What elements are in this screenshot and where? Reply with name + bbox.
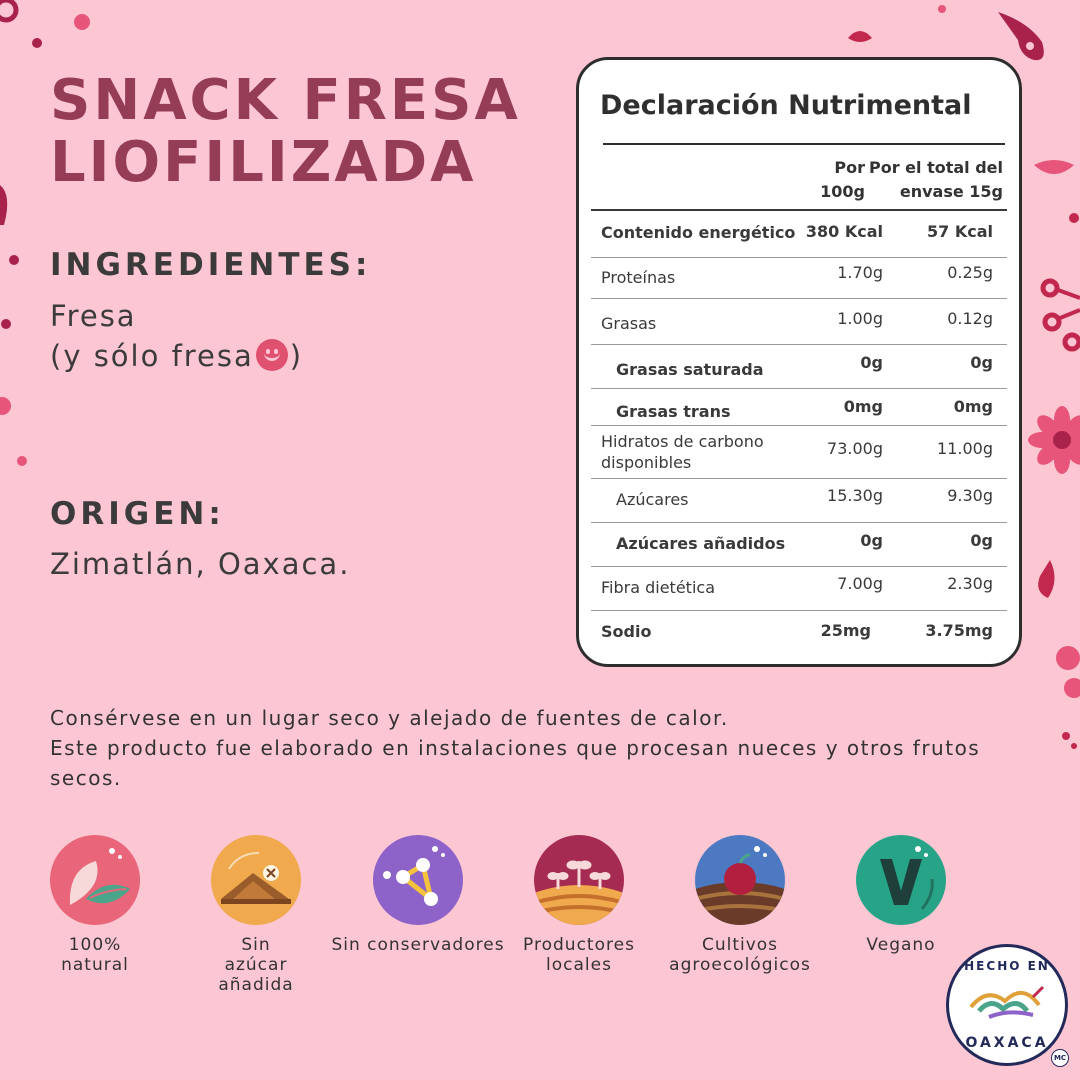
badge-local-producers <box>489 835 669 975</box>
badge-label: Cultivos agroecológicos <box>669 935 811 975</box>
table-row <box>591 567 1007 611</box>
row-label: Fibra dietética <box>601 578 715 597</box>
row-value-per100: 1.00g <box>837 309 883 328</box>
product-title-line2: LIOFILIZADA <box>50 130 477 195</box>
badge-vegan <box>811 835 991 955</box>
origin-heading: ORIGEN: <box>50 496 225 532</box>
row-label: Grasas saturada <box>616 360 764 379</box>
row-value-total: 3.75mg <box>925 621 993 640</box>
ingredients-line2-prefix: (y sólo fresa <box>50 339 254 373</box>
row-value-total: 0.12g <box>947 309 993 328</box>
table-row <box>591 209 1007 258</box>
origin-value: Zimatlán, Oaxaca. <box>50 547 351 581</box>
row-value-per100: 1.70g <box>837 263 883 282</box>
allergen-note: Este producto fue elaborado en instalaciones que procesan nueces y otros frutos secos. <box>50 736 981 790</box>
nutrition-title-rule <box>603 143 1005 145</box>
column-header-per100-line1: Por <box>834 158 865 177</box>
ingredients-line2-suffix: ) <box>289 339 304 373</box>
storage-note-line1: Consérvese en un lugar seco y alejado de fuentes de calor. <box>50 706 729 730</box>
row-label: Contenido energético <box>601 223 796 242</box>
row-value-total: 11.00g <box>937 439 993 458</box>
row-label: Grasas trans <box>616 402 731 421</box>
table-row <box>591 479 1007 523</box>
seal-bottom-text: OAXACA <box>965 1035 1049 1051</box>
row-value-per100: 0mg <box>843 397 883 416</box>
row-value-per100: 73.00g <box>827 439 883 458</box>
ingredients-line2 <box>50 336 303 376</box>
badge-label: Sin azúcar añadida <box>218 935 294 995</box>
row-value-total: 2.30g <box>947 574 993 593</box>
row-value-per100: 380 Kcal <box>805 222 883 241</box>
column-header-per100-line2: 100g <box>820 182 865 201</box>
table-row <box>591 523 1007 567</box>
hecho-en-oaxaca-seal <box>946 944 1068 1066</box>
row-value-total: 0g <box>970 353 993 372</box>
table-row <box>591 611 1007 655</box>
sprouts-field-icon <box>534 835 624 925</box>
row-value-total: 0.25g <box>947 263 993 282</box>
badge-no-sugar <box>166 835 346 995</box>
badge-agroecological <box>650 835 830 975</box>
molecule-icon <box>373 835 463 925</box>
row-value-per100: 15.30g <box>827 486 883 505</box>
vegan-v-icon <box>856 835 946 925</box>
nutrition-title: Declaración Nutrimental <box>600 90 972 121</box>
trademark-mark: MC <box>1051 1049 1069 1067</box>
row-label: Sodio <box>601 622 652 641</box>
row-label: Hidratos de carbono disponibles <box>601 432 764 472</box>
column-header-per100 <box>820 156 865 204</box>
badge-no-preservatives <box>328 835 508 955</box>
ingredients-text <box>50 296 303 376</box>
badge-label: Vegano <box>866 935 936 955</box>
row-label: Grasas <box>601 314 657 333</box>
smiley-icon <box>256 339 288 371</box>
table-row <box>591 389 1007 426</box>
sugar-pile-icon <box>211 835 301 925</box>
table-row <box>591 426 1007 479</box>
column-header-total <box>869 156 1003 204</box>
column-header-total-line2: envase 15g <box>899 182 1003 201</box>
seal-top-text: HECHO EN <box>964 959 1050 973</box>
row-label: Azúcares <box>616 490 689 509</box>
leaves-icon <box>50 835 140 925</box>
badge-label: Productores locales <box>523 935 635 975</box>
badge-label: 100% natural <box>61 935 129 975</box>
row-value-per100: 7.00g <box>837 574 883 593</box>
column-header-total-line1: Por el total del <box>868 158 1003 177</box>
row-value-per100: 25mg <box>820 621 871 640</box>
product-title-line1: SNACK FRESA <box>50 68 521 133</box>
storage-notes <box>50 703 1040 793</box>
row-value-total: 9.30g <box>947 486 993 505</box>
row-value-total: 57 Kcal <box>927 222 993 241</box>
row-value-per100: 0g <box>860 353 883 372</box>
table-row <box>591 256 1007 299</box>
ingredients-line1: Fresa <box>50 299 137 333</box>
badge-label: Sin conservadores <box>331 935 505 955</box>
nutrition-facts-panel <box>576 57 1022 667</box>
row-label: Proteínas <box>601 268 676 287</box>
product-title <box>50 70 521 194</box>
ingredients-heading: INGREDIENTES: <box>50 247 372 283</box>
table-row <box>591 345 1007 389</box>
apple-field-icon <box>695 835 785 925</box>
table-row <box>591 299 1007 345</box>
badge-natural <box>5 835 185 975</box>
row-label: Azúcares añadidos <box>616 534 786 553</box>
row-value-total: 0g <box>970 531 993 550</box>
row-value-per100: 0g <box>860 531 883 550</box>
row-value-total: 0mg <box>953 397 993 416</box>
